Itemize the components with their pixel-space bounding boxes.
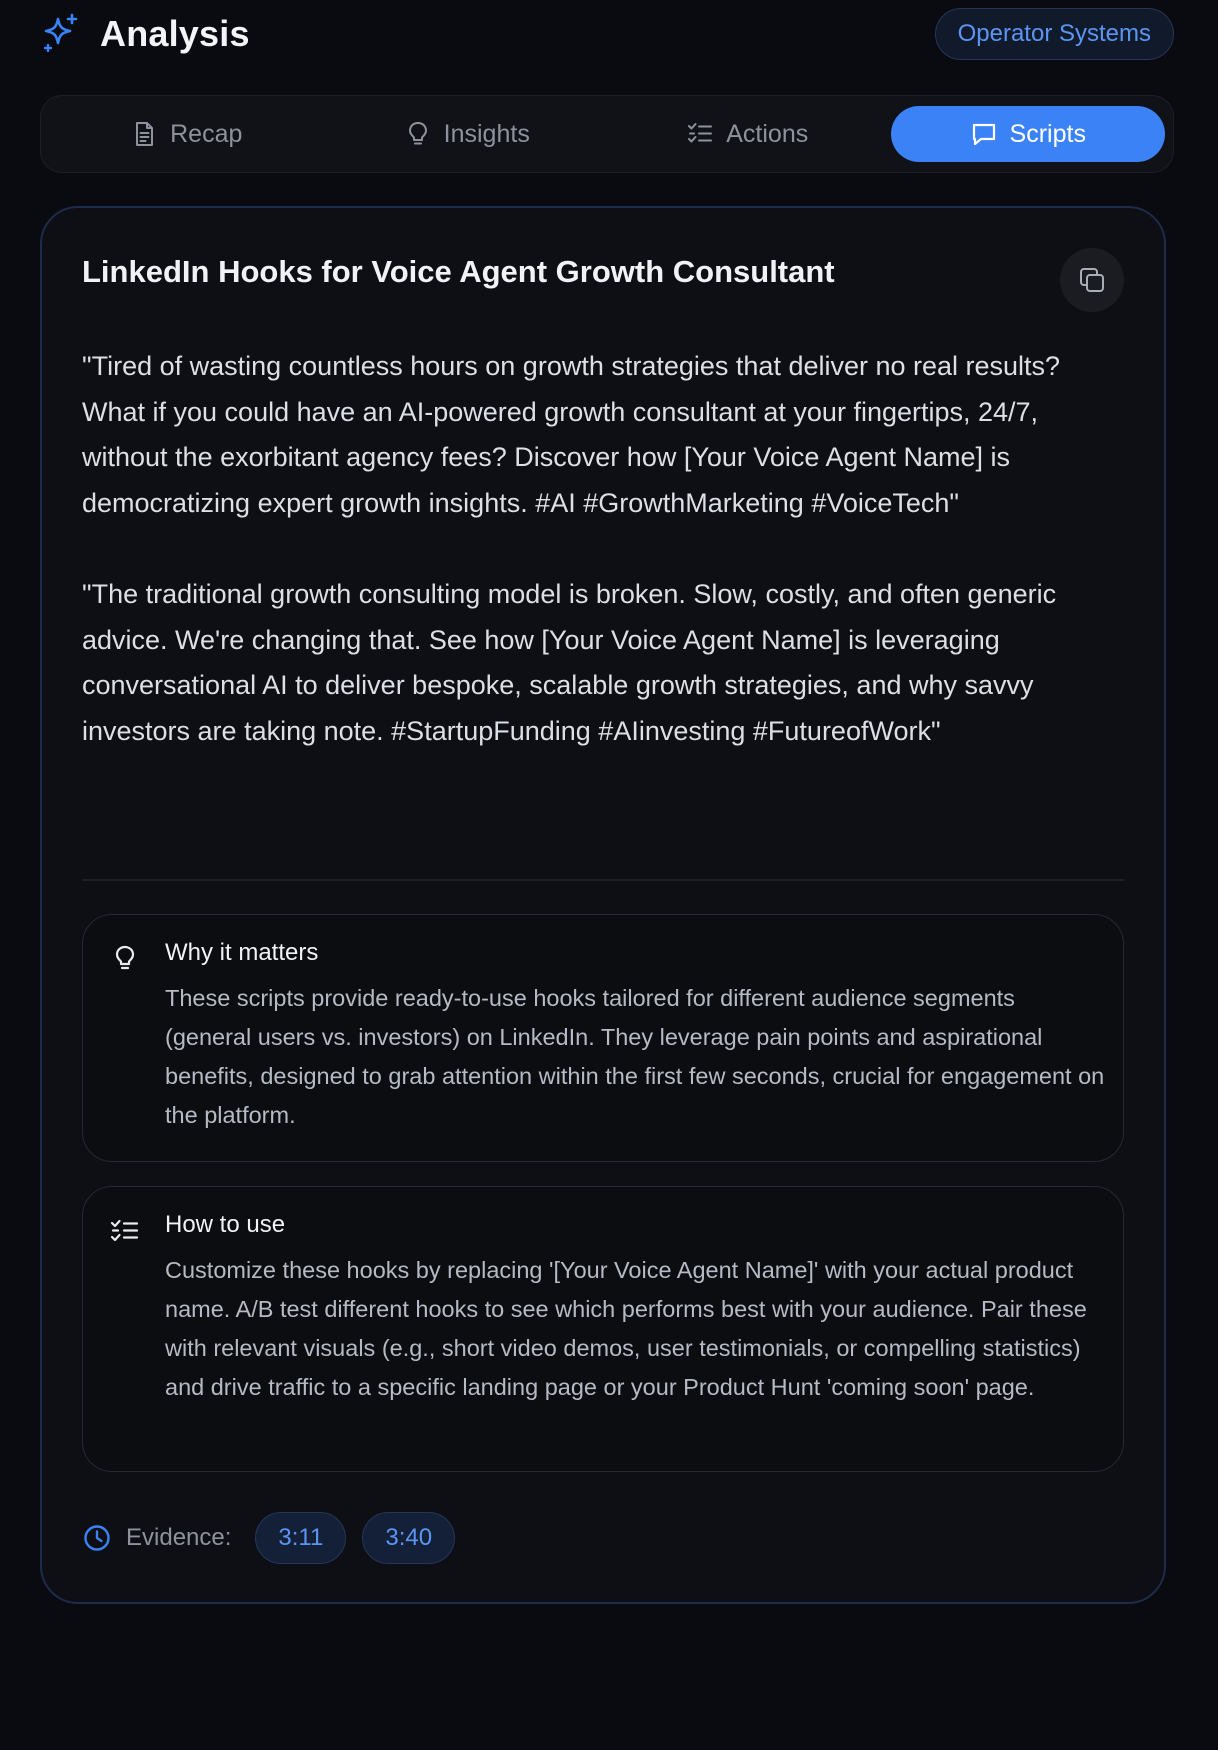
why-body: These scripts provide ready-to-use hooks tailored for different audience segments (general users vs. investors) on LinkedIn. They leverage pain points and aspirational benefits, designed to grab attention within the first few seconds, crucial for engagement on the platform.: [165, 985, 1105, 1128]
scripts-content: [82, 344, 1128, 754]
lightbulb-icon: [109, 943, 141, 975]
evidence-label: Evidence:: [126, 1524, 232, 1551]
header: [40, 0, 1174, 68]
script-card: [40, 206, 1166, 1604]
evidence-row: [82, 1512, 471, 1564]
checklist-icon: [109, 1215, 141, 1247]
sparkles-icon: [40, 13, 82, 55]
tab-recap[interactable]: [49, 106, 324, 162]
tab-bar: [40, 95, 1174, 173]
tab-insights-label: Insights: [443, 119, 530, 148]
tab-recap-label: Recap: [170, 119, 243, 148]
why-title: Why it matters: [165, 939, 319, 966]
timestamp-chip[interactable]: 3:11: [255, 1512, 346, 1564]
page-title: Analysis: [100, 13, 250, 54]
how-body: Customize these hooks by replacing '[Your Voice Agent Name]' with your actual product name. A/B test different hooks to see which performs best with your audience. Pair these with relevant visuals (e.g., short video demos, user testimonials, or compelling statistics) and drive traffic to a specific landing page or your Product Hunt 'coming soon' page.: [165, 1257, 1087, 1400]
tab-actions-label: Actions: [726, 119, 809, 148]
copy-button[interactable]: [1060, 248, 1124, 312]
why-it-matters-box: [82, 914, 1124, 1162]
tab-scripts[interactable]: [891, 106, 1166, 162]
tab-scripts-label: Scripts: [1009, 119, 1086, 148]
chat-bubble-icon: [970, 120, 998, 148]
card-title: LinkedIn Hooks for Voice Agent Growth Consultant: [82, 254, 835, 289]
checklist-icon: [686, 120, 714, 148]
document-icon: [130, 120, 158, 148]
lightbulb-icon: [404, 120, 432, 148]
how-to-use-box: [82, 1186, 1124, 1472]
tab-insights[interactable]: [330, 106, 605, 162]
copy-icon: [1077, 265, 1107, 295]
tab-actions[interactable]: [610, 106, 885, 162]
script-hook-1: "Tired of wasting countless hours on growth strategies that deliver no real results? What if you could have an AI-powered growth consultant at your fingertips, 24/7, without the exorbitant agency fees? Discover how [Your Voice Agent Name] is democratizing expert growth insights. #AI #GrowthMarketing #VoiceTech": [82, 351, 1061, 518]
brand: [40, 13, 250, 55]
how-title: How to use: [165, 1211, 286, 1238]
timestamp-chip[interactable]: 3:40: [362, 1512, 455, 1564]
divider: [82, 879, 1124, 881]
org-badge[interactable]: Operator Systems: [935, 8, 1174, 60]
script-hook-2: "The traditional growth consulting model is broken. Slow, costly, and often generic advice. We're changing that. See how [Your Voice Agent Name] is leveraging conversational AI to deliver bespoke, scalable growth strategies, and why savvy investors are taking note. #StartupFunding #AIinvesting #FutureofWork": [82, 579, 1057, 746]
clock-icon: [82, 1523, 112, 1553]
